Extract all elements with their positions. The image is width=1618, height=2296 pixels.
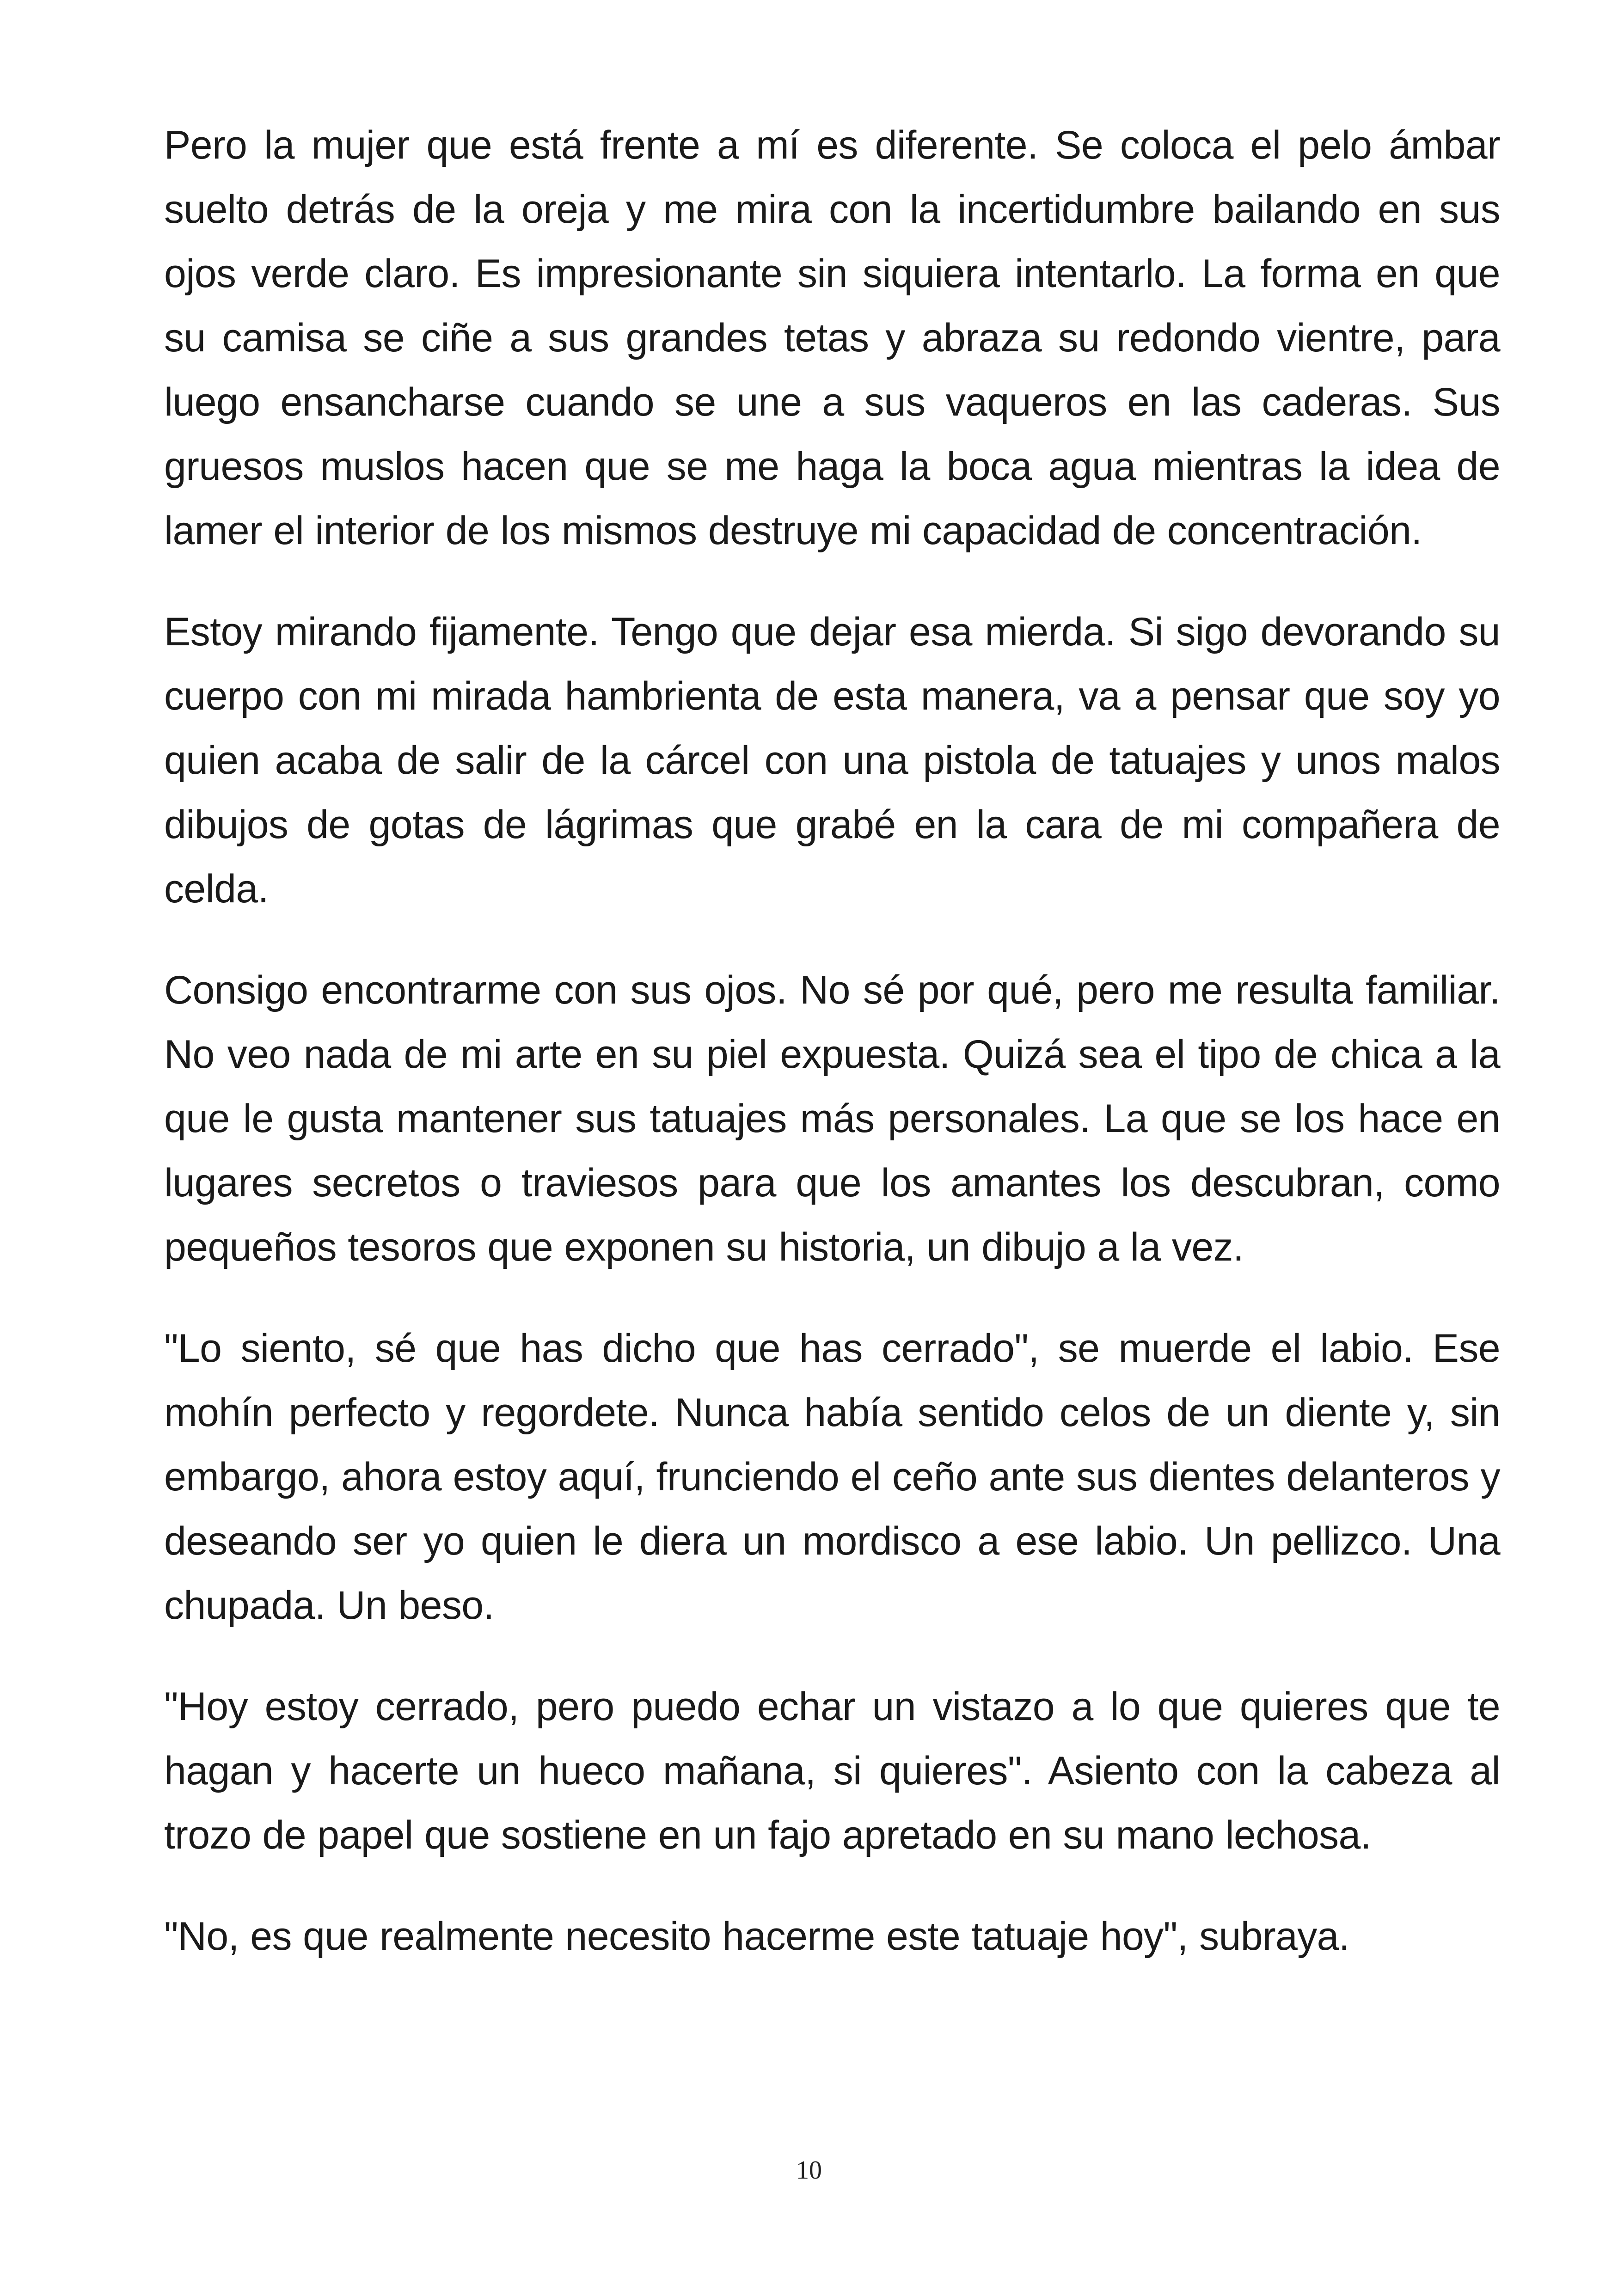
paragraph-2: Estoy mirando fijamente. Tengo que dejar esa mierda. Si sigo devorando su cuerpo con mi mirada hambrienta de esta manera, va a pensar que soy yo quien acaba de salir de la cárcel con una pistola de tatuajes y unos malos dibujos de gotas de lágrimas que grabé en la cara de mi compañera de celda. [164, 610, 1500, 911]
paragraph-3: Consigo encontrarme con sus ojos. No sé por qué, pero me resulta familiar. No veo nada de mi arte en su piel expuesta. Quizá sea el tipo de chica a la que le gusta mantener sus tatuajes más personales. La que se los hace en lugares secretos o traviesos para que los amantes los descubran, como pequeños tesoros que exponen su historia, un dibujo a la vez. [164, 968, 1500, 1269]
paragraph-4: "Lo siento, sé que has dicho que has cerrado", se muerde el labio. Ese mohín perfecto y regordete. Nunca había sentido celos de un diente y, sin embargo, ahora estoy aquí, frunciendo el ceño ante sus dientes delanteros y deseando ser yo quien le diera un mordisco a ese labio. Un pellizco. Una chupada. Un beso. [164, 1326, 1500, 1628]
page-number: 10 [796, 2156, 822, 2185]
paragraph-5: "Hoy estoy cerrado, pero puedo echar un vistazo a lo que quieres que te hagan y hacerte un hueco mañana, si quieres". Asiento con la cabeza al trozo de papel que sostiene en un fajo apretado en su mano lechosa. [164, 1684, 1500, 1857]
body-text [164, 113, 1500, 1969]
paragraph-1: Pero la mujer que está frente a mí es diferente. Se coloca el pelo ámbar suelto detrás de la oreja y me mira con la incertidumbre bailando en sus ojos verde claro. Es impresionante sin siquiera intentarlo. La forma en que su camisa se ciñe a sus grandes tetas y abraza su redondo vientre, para luego ensancharse cuando se une a sus vaqueros en las caderas. Sus gruesos muslos hacen que se me haga la boca agua mientras la idea de lamer el interior de los mismos destruye mi capacidad de concentración. [164, 123, 1500, 553]
paragraph-6: "No, es que realmente necesito hacerme este tatuaje hoy", subraya. [164, 1914, 1350, 1959]
